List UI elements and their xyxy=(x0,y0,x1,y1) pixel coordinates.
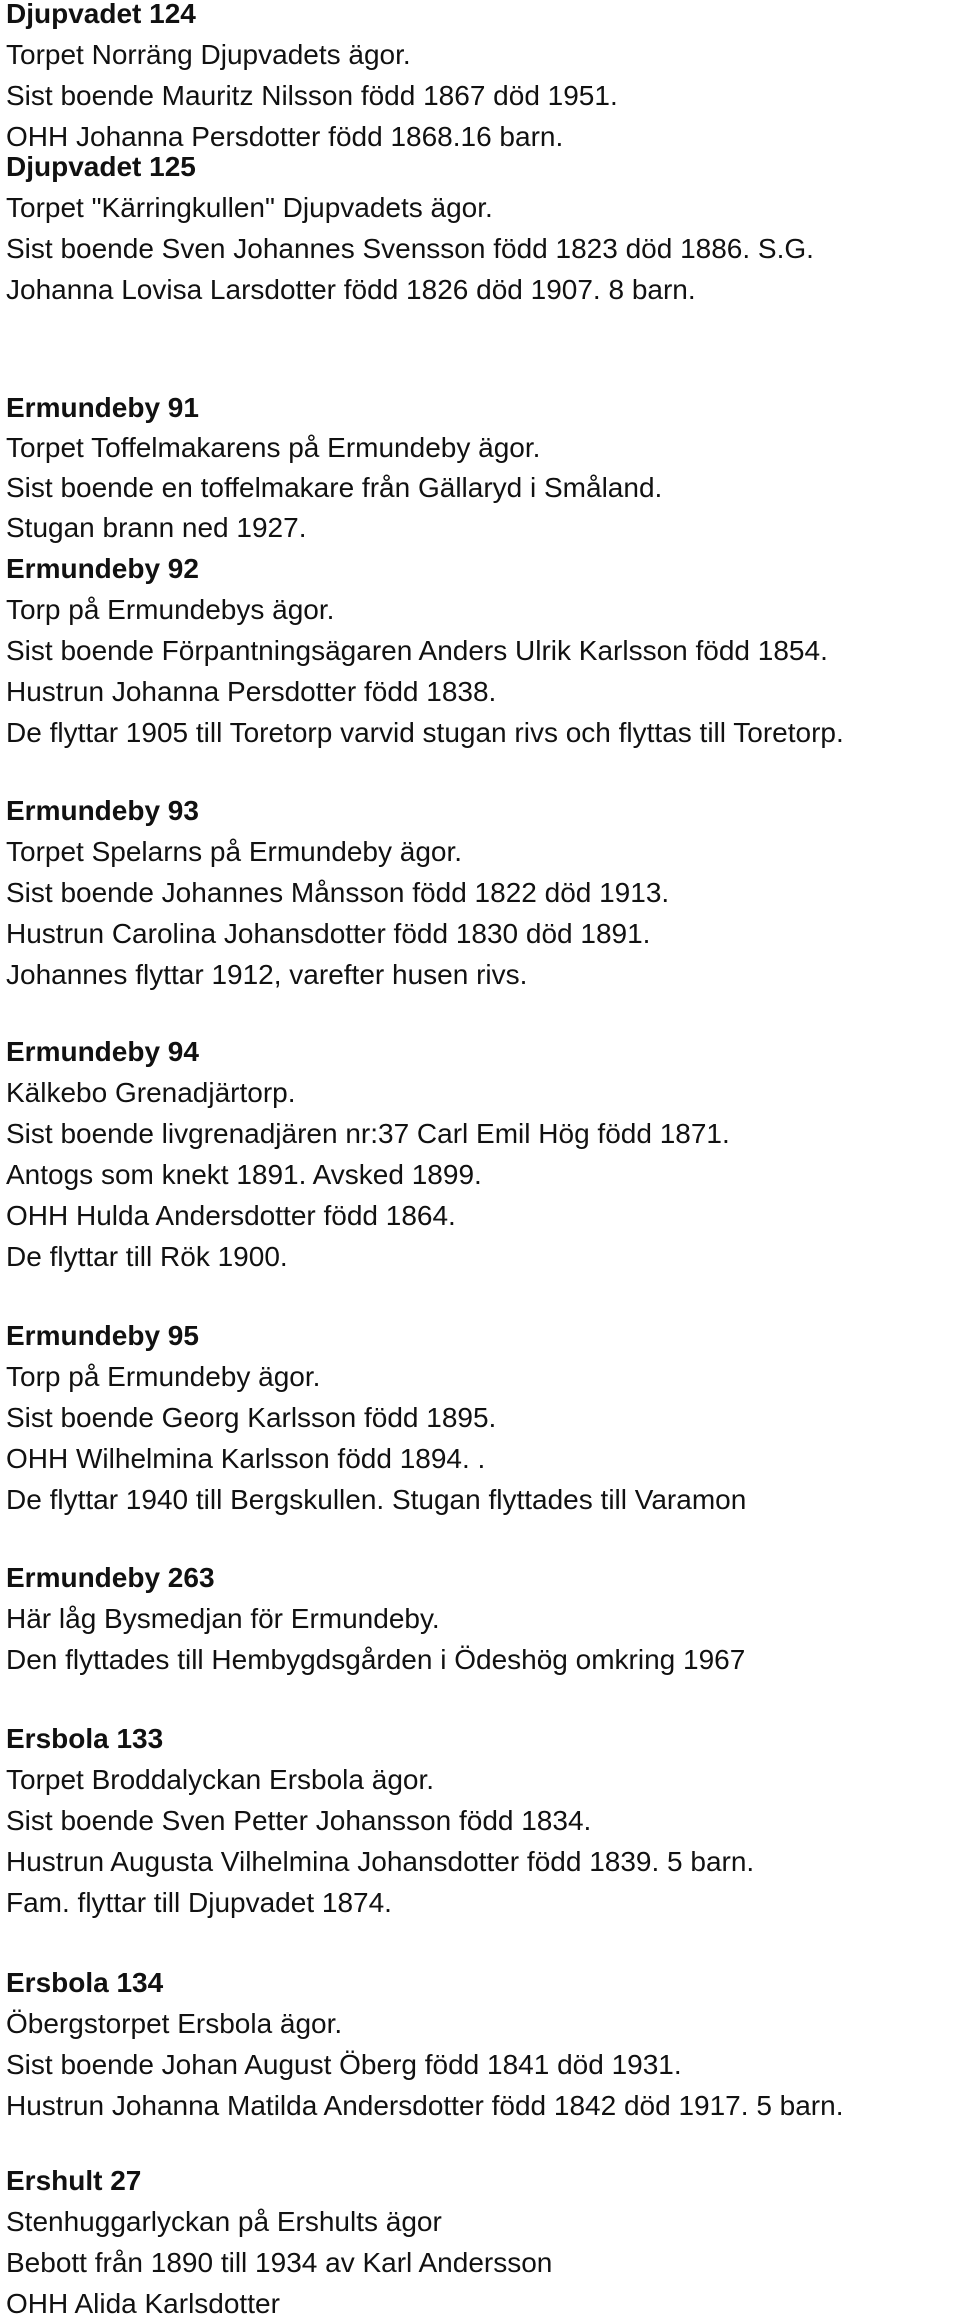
entry-line: Torpet "Kärringkullen" Djupvadets ägor. xyxy=(6,192,493,223)
entry-ermundeby-92 xyxy=(6,548,956,753)
entry-line: Sist boende Förpantningsägaren Anders Ulrik Karlsson född 1854. xyxy=(6,635,828,666)
entry-line: Kälkebo Grenadjärtorp. xyxy=(6,1077,296,1108)
entry-line: Sist boende Sven Johannes Svensson född 1823 död 1886. S.G. xyxy=(6,233,814,264)
entry-title: Ersbola 133 xyxy=(6,1723,164,1754)
entry-line: Stugan brann ned 1927. xyxy=(6,512,307,543)
entry-line: Torpet Spelarns på Ermundeby ägor. xyxy=(6,836,463,867)
entry-ersbola-134 xyxy=(6,1962,956,2126)
entry-ermundeby-94 xyxy=(6,1031,956,1277)
entry-line: Sist boende Sven Petter Johansson född 1834. xyxy=(6,1805,592,1836)
entry-line: Den flyttades till Hembygdsgården i Ödeshög omkring 1967 xyxy=(6,1644,746,1675)
entry-line: De flyttar 1940 till Bergskullen. Stugan flyttades till Varamon xyxy=(6,1484,747,1515)
entry-line: Johanna Lovisa Larsdotter född 1826 död 1907. 8 barn. xyxy=(6,274,696,305)
entry-title: Ermundeby 91 xyxy=(6,392,199,423)
entry-line: OHH Alida Karlsdotter xyxy=(6,2288,280,2319)
entry-line: Sist boende en toffelmakare från Gällaryd i Småland. xyxy=(6,472,663,503)
entry-title: Ersbola 134 xyxy=(6,1967,164,1998)
entry-ermundeby-91 xyxy=(6,388,956,548)
entry-line: Torp på Ermundeby ägor. xyxy=(6,1361,321,1392)
entry-line: Öbergstorpet Ersbola ägor. xyxy=(6,2008,343,2039)
entry-ermundeby-263 xyxy=(6,1557,956,1680)
entry-djupvadet-124 xyxy=(6,0,956,157)
entry-djupvadet-125 xyxy=(6,146,956,310)
entry-line: Bebott från 1890 till 1934 av Karl Andersson xyxy=(6,2247,553,2278)
entry-title: Ermundeby 95 xyxy=(6,1320,199,1351)
entry-title: Djupvadet 124 xyxy=(6,0,196,29)
entry-line: Sist boende Georg Karlsson född 1895. xyxy=(6,1402,497,1433)
entry-line: Torpet Toffelmakarens på Ermundeby ägor. xyxy=(6,432,541,463)
entry-line: De flyttar 1905 till Toretorp varvid stugan rivs och flyttas till Toretorp. xyxy=(6,717,844,748)
entry-line: De flyttar till Rök 1900. xyxy=(6,1241,288,1272)
entry-line: Antogs som knekt 1891. Avsked 1899. xyxy=(6,1159,482,1190)
entry-line: Här låg Bysmedjan för Ermundeby. xyxy=(6,1603,440,1634)
entry-line: Sist boende livgrenadjären nr:37 Carl Emil Hög född 1871. xyxy=(6,1118,730,1149)
entry-line: Sist boende Mauritz Nilsson född 1867 död 1951. xyxy=(6,80,618,111)
entry-line: Stenhuggarlyckan på Ershults ägor xyxy=(6,2206,442,2237)
entry-ersbola-133 xyxy=(6,1718,956,1923)
entry-line: Torp på Ermundebys ägor. xyxy=(6,594,335,625)
entry-line: Torpet Broddalyckan Ersbola ägor. xyxy=(6,1764,435,1795)
entry-line: Sist boende Johannes Månsson född 1822 död 1913. xyxy=(6,877,670,908)
entry-line: Johannes flyttar 1912, varefter husen rivs. xyxy=(6,959,528,990)
entry-line: OHH Wilhelmina Karlsson född 1894. . xyxy=(6,1443,486,1474)
entry-line: OHH Johanna Persdotter född 1868.16 barn. xyxy=(6,121,564,152)
entry-title: Ershult 27 xyxy=(6,2165,142,2196)
entry-line: Hustrun Augusta Vilhelmina Johansdotter född 1839. 5 barn. xyxy=(6,1846,755,1877)
entry-ermundeby-95 xyxy=(6,1315,956,1520)
entry-ershult-27 xyxy=(6,2160,956,2324)
entry-line: Torpet Norräng Djupvadets ägor. xyxy=(6,39,411,70)
entry-title: Ermundeby 94 xyxy=(6,1036,199,1067)
entry-title: Djupvadet 125 xyxy=(6,151,196,182)
entry-line: Fam. flyttar till Djupvadet 1874. xyxy=(6,1887,392,1918)
entry-line: Sist boende Johan August Öberg född 1841 död 1931. xyxy=(6,2049,682,2080)
entry-title: Ermundeby 93 xyxy=(6,795,199,826)
entry-line: Hustrun Johanna Matilda Andersdotter född 1842 död 1917. 5 barn. xyxy=(6,2090,844,2121)
entry-title: Ermundeby 92 xyxy=(6,553,199,584)
entry-line: Hustrun Johanna Persdotter född 1838. xyxy=(6,676,497,707)
entry-line: Hustrun Carolina Johansdotter född 1830 död 1891. xyxy=(6,918,651,949)
entry-title: Ermundeby 263 xyxy=(6,1562,215,1593)
entry-line: OHH Hulda Andersdotter född 1864. xyxy=(6,1200,456,1231)
entry-ermundeby-93 xyxy=(6,790,956,995)
